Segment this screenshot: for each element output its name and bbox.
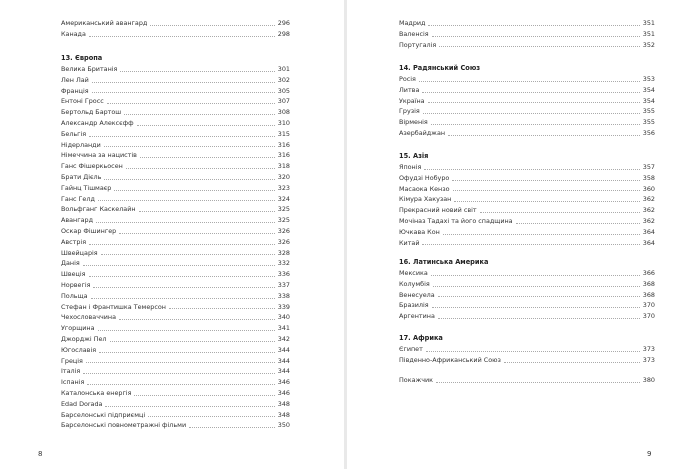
toc-entry: [61, 96, 290, 107]
dot-leader: [504, 362, 640, 363]
dot-leader: [448, 135, 640, 136]
toc-entry: [61, 18, 290, 29]
entry-title: Україна: [399, 96, 425, 105]
dot-leader: [134, 395, 274, 396]
toc-entry: [61, 75, 290, 86]
right-page: [347, 0, 692, 469]
entry-page: 325: [277, 216, 290, 225]
entry-page: 344: [277, 345, 290, 354]
dot-leader: [436, 382, 640, 383]
entry-page: 354: [642, 96, 655, 105]
dot-leader: [126, 168, 275, 169]
entry-title: Стефан і Франтишка Темерсон: [61, 302, 166, 311]
entry-title: Каталонська енергія: [61, 388, 132, 397]
toc-entry: [61, 118, 290, 129]
toc-section: [61, 52, 290, 431]
toc-entry: [61, 388, 290, 399]
entry-title: Джорджі Пел: [61, 334, 107, 343]
entry-page: 368: [642, 279, 655, 288]
dot-leader: [120, 71, 274, 72]
entry-page: 326: [277, 226, 290, 235]
entry-title: Португалія: [399, 40, 437, 49]
dot-leader: [453, 190, 640, 191]
entry-title: Японія: [399, 163, 422, 171]
entry-page: 324: [277, 194, 290, 203]
entry-title: Канада: [61, 29, 86, 38]
toc-entry: [61, 399, 290, 410]
left-page: [0, 0, 344, 469]
dot-leader: [426, 351, 640, 352]
dot-leader: [137, 125, 275, 126]
dot-leader: [104, 179, 274, 180]
entry-title: Ганс Гелд: [61, 194, 95, 203]
toc-entry: [61, 312, 290, 323]
entry-page: 351: [642, 19, 655, 27]
entry-title: Велика Британія: [61, 65, 118, 73]
toc-section: [399, 62, 655, 139]
entry-page: 355: [642, 118, 655, 127]
entry-page: 341: [277, 324, 290, 333]
toc-entry: [61, 420, 290, 431]
toc-entry: [399, 216, 655, 227]
entry-title: Ючкава Кон: [399, 227, 440, 236]
toc-entry: [399, 238, 655, 249]
entry-page: 308: [277, 108, 290, 117]
dot-leader: [101, 254, 275, 255]
toc-entry: [61, 64, 290, 75]
toc-entry: [61, 140, 290, 151]
entry-title: Масаока Кензо: [399, 184, 450, 193]
entry-title: Мадрид: [399, 19, 426, 27]
toc-entry: [399, 117, 655, 128]
toc-entry: [399, 311, 655, 322]
entry-page: 344: [277, 367, 290, 376]
entry-title: Норвегія: [61, 280, 91, 289]
dot-leader: [169, 308, 275, 309]
entry-title: Швейцарія: [61, 248, 98, 257]
entry-title: Авангард: [61, 216, 93, 225]
dot-leader: [89, 36, 275, 37]
entry-page: 356: [642, 128, 655, 137]
dot-leader: [119, 233, 275, 234]
entry-page: 316: [277, 140, 290, 149]
toc-entry: [61, 129, 290, 140]
entry-title: Барселонські повнометражні фільми: [61, 421, 187, 430]
entry-page: 346: [277, 388, 290, 397]
entry-title: Ганс Фішеркьосен: [61, 162, 123, 171]
toc-entry: [399, 279, 655, 290]
entry-page: 310: [277, 118, 290, 127]
entry-page: 364: [642, 227, 655, 236]
entry-title: Бразилія: [399, 301, 429, 310]
toc-entry: [61, 204, 290, 215]
dot-leader: [454, 201, 639, 202]
entry-page: 318: [277, 162, 290, 171]
toc-entry: [61, 237, 290, 248]
toc-entry: [61, 356, 290, 367]
entry-page: 346: [277, 378, 290, 387]
entry-title: Австрія: [61, 237, 87, 246]
toc-entry: [399, 29, 655, 40]
entry-page: 353: [642, 75, 655, 83]
dot-leader: [83, 373, 275, 374]
entry-title: Офудзі Нобуро: [399, 173, 450, 182]
dot-leader: [96, 222, 275, 223]
toc-entry: [399, 355, 655, 366]
toc-entry: [61, 150, 290, 161]
entry-title: Німеччина за нацистів: [61, 151, 137, 160]
entry-page: 302: [277, 75, 290, 84]
dot-leader: [86, 362, 275, 363]
toc-entry: [61, 345, 290, 356]
entry-page: 368: [642, 290, 655, 299]
dot-leader: [139, 211, 275, 212]
dot-leader: [150, 25, 275, 26]
toc-entry: [399, 106, 655, 117]
entry-page: 328: [277, 248, 290, 257]
toc-entry: [61, 226, 290, 237]
dot-leader: [119, 319, 275, 320]
entry-page: 337: [277, 280, 290, 289]
entry-title: Американський авангард: [61, 19, 148, 27]
entry-page: 348: [277, 410, 290, 419]
dot-leader: [92, 82, 275, 83]
entry-title: Гайнц Тішмаєр: [61, 183, 112, 192]
toc-section: [399, 150, 655, 248]
dot-leader: [189, 427, 275, 428]
entry-page: 320: [277, 172, 290, 181]
dot-leader: [516, 223, 640, 224]
entry-title: Китай: [399, 238, 420, 247]
entry-title: Бельгія: [61, 129, 87, 138]
entry-page: 358: [642, 173, 655, 182]
dot-leader: [433, 286, 640, 287]
toc-entry: [399, 194, 655, 205]
dot-leader: [92, 92, 275, 93]
entry-page: 339: [277, 302, 290, 311]
dot-leader: [439, 46, 640, 47]
toc-entry: [399, 268, 655, 279]
entry-page: 326: [277, 237, 290, 246]
entry-page: 296: [277, 19, 290, 27]
dot-leader: [438, 318, 640, 319]
entry-title: Італія: [61, 367, 81, 376]
toc-entry: [61, 291, 290, 302]
entry-title: Вольфганг Каскелайн: [61, 205, 136, 214]
dot-leader: [104, 146, 275, 147]
dot-leader: [422, 92, 639, 93]
entry-title: Колумбія: [399, 279, 430, 288]
entry-title: Оскар Фішингер: [61, 226, 117, 235]
toc-entry: [61, 248, 290, 259]
toc-entry: [61, 194, 290, 205]
toc-block: [399, 375, 655, 386]
entry-title: Барселонські підприємці: [61, 410, 146, 419]
dot-leader: [432, 36, 640, 37]
dot-leader: [452, 180, 639, 181]
dot-leader: [124, 114, 275, 115]
entry-page: 336: [277, 270, 290, 279]
toc-entry: [61, 161, 290, 172]
page-number: 8: [38, 450, 43, 458]
dot-leader: [422, 244, 639, 245]
dot-leader: [91, 298, 275, 299]
entry-title: Азербайджан: [399, 128, 446, 137]
dot-leader: [98, 200, 275, 201]
dot-leader: [98, 330, 275, 331]
entry-page: 354: [642, 85, 655, 94]
entry-title: Бертольд Бартош: [61, 108, 122, 117]
entry-title: Брати Дієль: [61, 172, 102, 181]
entry-page: 338: [277, 291, 290, 300]
entry-page: 373: [642, 345, 655, 353]
entry-page: 348: [277, 399, 290, 408]
entry-title: Франція: [61, 86, 89, 95]
toc-entry: [61, 258, 290, 269]
toc-entry: [61, 86, 290, 97]
toc-entry: [61, 29, 290, 40]
dot-leader: [107, 103, 275, 104]
toc-entry: [61, 323, 290, 334]
dot-leader: [89, 136, 275, 137]
toc-entry: [399, 85, 655, 96]
dot-leader: [93, 287, 274, 288]
entry-page: 355: [642, 107, 655, 116]
section-heading: 14. Радянський Союз: [399, 64, 481, 72]
dot-leader: [424, 169, 639, 170]
dot-leader: [431, 275, 640, 276]
entry-title: Литва: [399, 85, 420, 94]
toc-entry: [399, 74, 655, 85]
entry-title: Мочіназ Тадахі та його спадщина: [399, 216, 513, 225]
toc-entry: [61, 377, 290, 388]
entry-title: Венесуела: [399, 290, 435, 299]
entry-page: 332: [277, 259, 290, 268]
entry-title: Кімура Хакузан: [399, 195, 452, 204]
entry-title: Польща: [61, 291, 88, 300]
entry-page: 357: [642, 163, 655, 171]
toc-block: [399, 18, 655, 50]
entry-title: Грузія: [399, 107, 420, 116]
entry-page: 342: [277, 334, 290, 343]
dot-leader: [148, 416, 275, 417]
entry-title: Данія: [61, 259, 80, 268]
toc-entry: [399, 40, 655, 51]
section-heading: 17. Африка: [399, 334, 443, 342]
entry-page: 316: [277, 151, 290, 160]
dot-leader: [89, 244, 275, 245]
entry-page: 307: [277, 97, 290, 106]
dot-leader: [89, 276, 275, 277]
entry-title: Греція: [61, 356, 83, 365]
toc-entry: [399, 96, 655, 107]
dot-leader: [428, 25, 639, 26]
dot-leader: [110, 341, 275, 342]
section-heading: 16. Латинська Америка: [399, 258, 489, 266]
dot-leader: [114, 190, 274, 191]
toc-entry: [61, 302, 290, 313]
toc-entry: [399, 173, 655, 184]
dot-leader: [140, 157, 275, 158]
toc-entry: [61, 183, 290, 194]
entry-page: 340: [277, 313, 290, 322]
dot-leader: [438, 296, 640, 297]
toc-entry: [61, 107, 290, 118]
entry-page: 315: [277, 129, 290, 138]
entry-page: 373: [642, 355, 655, 364]
page-number: 9: [647, 450, 652, 458]
entry-page: 298: [277, 29, 290, 38]
entry-page: 366: [642, 269, 655, 277]
entry-page: 344: [277, 356, 290, 365]
entry-title: Покажчик: [399, 376, 434, 384]
entry-title: Іспанія: [61, 378, 85, 387]
section-heading: 15. Азія: [399, 152, 429, 160]
toc-entry: [399, 205, 655, 216]
entry-title: Валенсія: [399, 29, 429, 38]
toc-entry: [399, 300, 655, 311]
dot-leader: [423, 113, 640, 114]
entry-title: Edad Dorada: [61, 399, 103, 408]
toc-entry: [61, 366, 290, 377]
entry-page: 352: [642, 40, 655, 49]
toc-entry: [399, 344, 655, 355]
entry-title: Мексика: [399, 269, 428, 277]
dot-leader: [99, 352, 275, 353]
toc-entry: [399, 290, 655, 301]
entry-page: 351: [642, 29, 655, 38]
entry-page: 362: [642, 195, 655, 204]
toc-entry: [399, 18, 655, 29]
entry-title: Єгипет: [399, 345, 423, 353]
toc-entry: [61, 410, 290, 421]
entry-page: 362: [642, 216, 655, 225]
entry-title: Чехословаччина: [61, 313, 116, 322]
toc-entry: [399, 375, 655, 386]
entry-title: Південно-Африканський Союз: [399, 355, 501, 364]
entry-title: Угорщина: [61, 324, 95, 333]
dot-leader: [105, 406, 274, 407]
entry-page: 350: [277, 421, 290, 430]
entry-page: 362: [642, 206, 655, 215]
toc-entry: [61, 172, 290, 183]
entry-page: 370: [642, 301, 655, 310]
toc-entry: [61, 280, 290, 291]
entry-page: 364: [642, 238, 655, 247]
dot-leader: [480, 212, 640, 213]
toc-entry: [61, 334, 290, 345]
toc-section: [399, 332, 655, 366]
entry-title: Росія: [399, 75, 416, 83]
dot-leader: [428, 102, 640, 103]
entry-title: Ентоні Гросс: [61, 97, 104, 106]
section-heading: 13. Європа: [61, 54, 103, 62]
entry-title: Александр Алексєфф: [61, 118, 134, 127]
dot-leader: [431, 124, 640, 125]
toc-entry: [399, 162, 655, 173]
entry-title: Аргентина: [399, 312, 435, 321]
entry-title: Швеція: [61, 270, 86, 279]
entry-page: 323: [277, 183, 290, 192]
entry-page: 325: [277, 205, 290, 214]
toc-entry: [399, 128, 655, 139]
entry-page: 370: [642, 312, 655, 321]
toc-entry: [399, 227, 655, 238]
dot-leader: [87, 384, 275, 385]
toc-entry: [61, 215, 290, 226]
dot-leader: [419, 81, 640, 82]
entry-page: 360: [642, 184, 655, 193]
toc-entry: [61, 269, 290, 280]
entry-title: Югославія: [61, 345, 97, 354]
dot-leader: [443, 234, 640, 235]
toc-block: [61, 18, 290, 40]
entry-page: 305: [277, 86, 290, 95]
entry-title: Нідерланди: [61, 140, 101, 149]
toc-section: [399, 256, 655, 322]
dot-leader: [432, 307, 640, 308]
entry-page: 380: [642, 376, 655, 384]
entry-title: Прекрасний новий світ: [399, 206, 477, 215]
entry-page: 301: [277, 65, 290, 73]
toc-entry: [399, 184, 655, 195]
entry-title: Лен Лай: [61, 75, 89, 84]
dot-leader: [83, 265, 275, 266]
entry-title: Вірменія: [399, 118, 428, 127]
